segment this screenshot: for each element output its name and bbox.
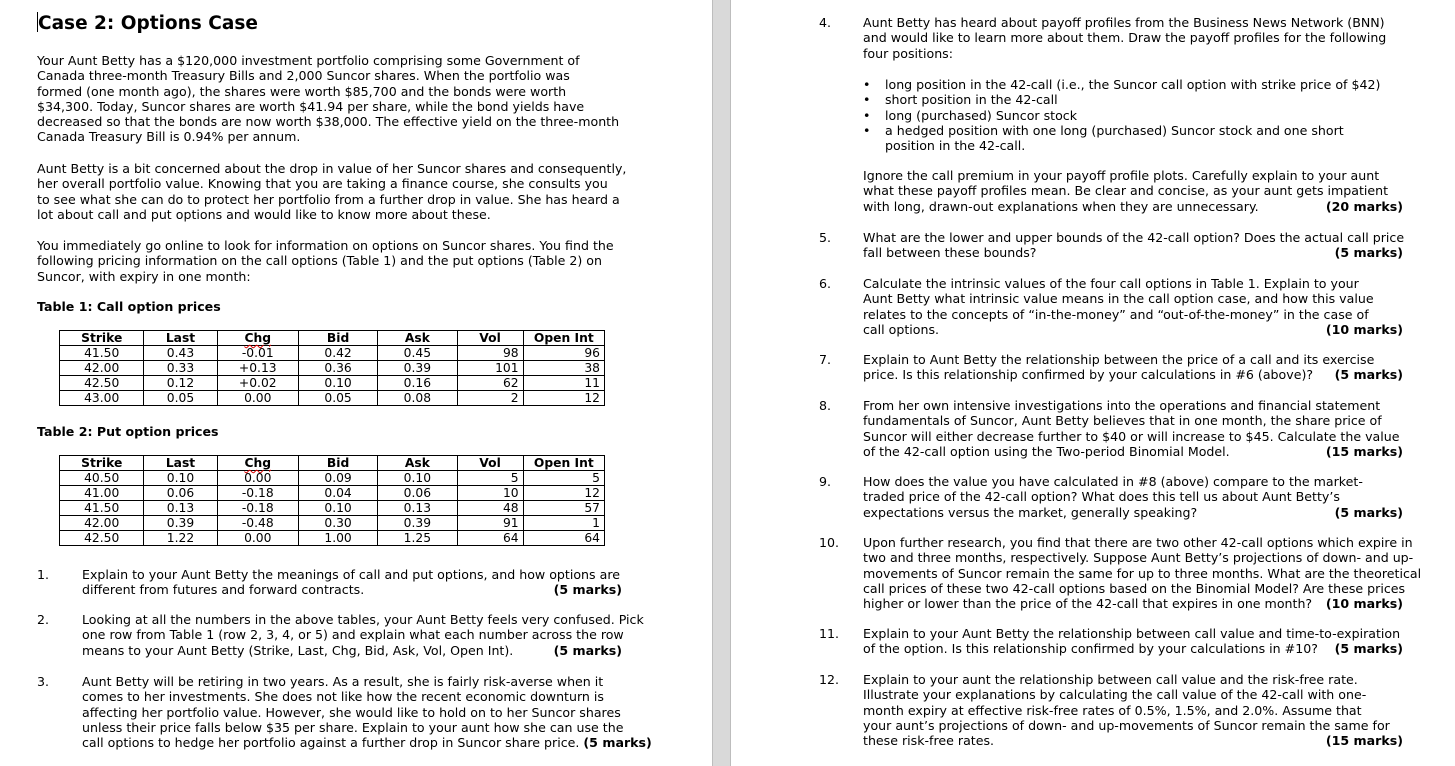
cell-chg: -0.48 [217,516,298,531]
question-line-text: price. Is this relationship confirmed by your calculations in #6 (above)? [863,367,1314,383]
question-line: Looking at all the numbers in the above tables, your Aunt Betty feels very confused. Pick [82,612,644,627]
question-3 [82,674,652,751]
question-number: 4. [819,15,832,30]
marks-label: (10 marks) [1325,321,1403,337]
list-item-text: short position in the 42-call [885,92,1058,108]
cell-strike: 43.00 [60,391,144,406]
question-line: and would like to learn more about them. Draw the payoff profiles for the following [863,30,1387,46]
question-line: comes to her investments. She does not like how the recent economic downturn is [82,689,604,705]
question-line [863,641,1403,656]
intro-line: $34,300. Today, Suncor shares are worth $41.94 per share, while the bond yields have [37,98,585,114]
question-line: traded price of the 42-call option? What does this tell us about Aunt Betty’s [863,489,1340,505]
cell-ask: 0.08 [378,391,457,406]
cell-bid: 0.10 [298,376,377,391]
concern-line: her overall portfolio value. Knowing that you are taking a finance course, she consults you [37,176,608,192]
marks-label: (5 marks) [1334,367,1403,383]
question-line-text: these risk-free rates. [863,733,995,749]
cell-chg: 0.00 [217,531,298,546]
online-line: Suncor, with expiry in one month: [37,268,251,284]
cell-ask: 0.10 [378,471,457,486]
question-line-text: call options. [863,321,940,337]
table-row [60,531,605,546]
cell-vol: 5 [457,471,523,486]
question-number: 3. [37,674,50,689]
concern-line: Aunt Betty is a bit concerned about the drop in value of her Suncor shares and consequently, [37,161,627,176]
question-line [863,245,1403,260]
question-line: Ignore the call premium in your payoff profile plots. Carefully explain to your aunt [863,168,1380,183]
col-bid: Bid [298,456,377,471]
cell-bid: 0.36 [298,361,377,376]
intro-line: formed (one month ago), the shares were worth $85,700 and the bonds were worth [37,83,567,99]
cell-ask: 0.39 [378,516,457,531]
question-line-text: means to your Aunt Betty (Strike, Last, Chg, Bid, Ask, Vol, Open Int). [82,642,514,658]
question-number: 1. [37,567,50,582]
question-line [863,199,1403,214]
cell-open-int: 38 [523,361,604,376]
cell-bid: 0.09 [298,471,377,486]
question-line [863,596,1403,611]
table-row [60,346,605,361]
cell-last: 0.39 [144,516,217,531]
question-line: relates to the concepts of “in-the-money” and “out-of-the-money” in the case of [863,306,1369,322]
left-page [0,0,712,766]
cell-vol: 2 [457,391,523,406]
case-title: Case 2: Options Case [38,13,258,34]
cell-vol: 101 [457,361,523,376]
question-line: Upon further research, you find that there are two other 42-call options which expire in [863,535,1413,550]
page-gutter [712,0,731,766]
list-item-text: long position in the 42-call (i.e., the Suncor call option with strike price of $42) [885,77,1381,92]
cell-last: 0.43 [144,346,217,361]
question-line-text: different from futures and forward contracts. [82,582,365,598]
table-row [60,361,605,376]
intro-line: decreased so that the bonds are now worth $38,000. The effective yield on the three-month [37,114,620,130]
cell-ask: 0.13 [378,501,457,516]
question-line-text: expectations versus the market, generally speaking? [863,504,1198,520]
list-item-text: position in the 42-call. [885,138,1026,154]
question-line [863,322,1403,337]
bullet-icon: • [863,107,871,123]
question-line: unless their price falls below $35 per share. Explain to your aunt how she can use the [82,719,624,735]
cell-strike: 42.50 [60,531,144,546]
question-line: Aunt Betty what intrinsic value means in the call option case, and how this value [863,291,1374,307]
question-11 [863,626,1403,657]
question-line: four positions: [863,45,953,61]
cell-strike: 41.50 [60,346,144,361]
cell-ask: 0.16 [378,376,457,391]
cell-ask: 0.06 [378,486,457,501]
list-item-text: long (purchased) Suncor stock [885,107,1078,123]
bullet-icon: • [863,92,871,108]
marks-label: (15 marks) [1325,733,1403,749]
question-line [82,643,622,658]
table-header-row [60,456,605,471]
col-vol: Vol [457,331,523,346]
list-item [863,108,1380,123]
question-line-text: of the 42-call option using the Two-period Binomial Model. [863,443,1230,459]
cell-bid: 0.04 [298,486,377,501]
table-row [60,391,605,406]
marks-label: (5 marks) [1334,245,1403,261]
question-1 [82,567,622,598]
marks-label: (5 marks) [583,735,652,751]
bullet-icon: • [863,122,871,138]
cell-strike: 42.00 [60,361,144,376]
cell-bid: 0.30 [298,516,377,531]
cell-open-int: 11 [523,376,604,391]
cell-bid: 0.42 [298,346,377,361]
cell-open-int: 96 [523,346,604,361]
cell-last: 1.22 [144,531,217,546]
cell-vol: 64 [457,531,523,546]
question-line: your aunt’s projections of down- and up-movements of Suncor remain the same for [863,717,1390,733]
col-ask: Ask [378,456,457,471]
cell-last: 0.06 [144,486,217,501]
marks-label: (5 marks) [553,582,622,598]
list-item [863,123,1380,154]
intro-paragraph [37,53,619,145]
question-line: Explain to your Aunt Betty the relationship between call value and time-to-expiration [863,626,1401,641]
cell-open-int: 12 [523,486,604,501]
question-line-text: fall between these bounds? [863,245,1037,261]
question-line-text: with long, drawn-out explanations when they are unnecessary. [863,198,1259,214]
question-line-text: call options to hedge her portfolio against a further drop in Suncor share price. [82,735,580,751]
online-line: You immediately go online to look for information on options on Suncor shares. You find the [37,238,614,253]
question-line: Suncor will either decrease further to $40 or will increase to $45. Calculate the value [863,428,1400,444]
question-line [863,367,1403,382]
cell-chg: +0.13 [217,361,298,376]
cell-vol: 98 [457,346,523,361]
question-line: Explain to your Aunt Betty the meanings of call and put options, and how options are [82,567,620,582]
question-line: Explain to Aunt Betty the relationship between the price of a call and its exercise [863,352,1375,367]
cell-strike: 41.00 [60,486,144,501]
cell-chg: +0.02 [217,376,298,391]
cell-chg: -0.18 [217,501,298,516]
cell-ask: 1.25 [378,531,457,546]
cell-chg: -0.01 [217,346,298,361]
question-line: fundamentals of Suncor, Aunt Betty believes that in one month, the share price of [863,413,1382,429]
cell-last: 0.05 [144,391,217,406]
cell-last: 0.12 [144,376,217,391]
cell-ask: 0.39 [378,361,457,376]
cell-strike: 42.50 [60,376,144,391]
cell-strike: 41.50 [60,501,144,516]
question-9 [863,474,1403,520]
intro-line: Canada Treasury Bill is 0.94% per annum. [37,129,301,145]
question-line: one row from Table 1 (row 2, 3, 4, or 5) and explain what each number across the row [82,627,624,643]
cell-chg: 0.00 [217,471,298,486]
col-chg: Chg [217,456,298,471]
question-line: Aunt Betty has heard about payoff profiles from the Business News Network (BNN) [863,15,1385,30]
question-line: How does the value you have calculated in #8 (above) compare to the market- [863,474,1363,489]
question-line: call prices of these two 42-call options based on the Binomial Model? Are these prices [863,580,1406,596]
question-12 [863,672,1403,748]
col-vol: Vol [457,456,523,471]
put-options-table [59,455,605,546]
cell-chg: 0.00 [217,391,298,406]
table-row [60,486,605,501]
table-row [60,376,605,391]
call-options-table [59,330,605,406]
col-chg: Chg [217,331,298,346]
cell-last: 0.33 [144,361,217,376]
col-last: Last [144,456,217,471]
concern-line: to see what she can do to protect her portfolio from a further drop in value. She has heard a [37,191,620,207]
question-number: 10. [819,535,840,550]
question-line: What are the lower and upper bounds of the 42-call option? Does the actual call price [863,230,1405,245]
table-row [60,516,605,531]
question-line: affecting her portfolio value. However, she would like to hold on to her Suncor shares [82,704,621,720]
table1-caption: Table 1: Call option prices [37,299,221,314]
cell-last: 0.13 [144,501,217,516]
question-line: month expiry at effective risk-free rates of 0.5%, 1.5%, and 2.0%. Assume that [863,702,1362,718]
list-item-text: a hedged position with one long (purchased) Suncor stock and one short [885,122,1344,138]
marks-label: (5 marks) [553,642,622,658]
cell-last: 0.10 [144,471,217,486]
question-line [863,733,1403,748]
question-line: Calculate the intrinsic values of the four call options in Table 1. Explain to your [863,276,1359,291]
question-line-text: of the option. Is this relationship confirmed by your calculations in #10? [863,641,1318,657]
concern-line: lot about call and put options and would like to know more about these. [37,206,491,222]
concern-paragraph [37,161,626,222]
question-number: 11. [819,626,840,641]
marks-label: (10 marks) [1325,596,1403,612]
col-strike: Strike [60,331,144,346]
marks-label: (20 marks) [1325,198,1403,214]
cell-bid: 0.05 [298,391,377,406]
marks-label: (15 marks) [1325,443,1403,459]
cell-bid: 0.10 [298,501,377,516]
question-6 [863,276,1403,337]
question-number: 6. [819,276,832,291]
question-7 [863,352,1403,383]
question-4 [863,15,1408,61]
question-number: 12. [819,672,840,687]
cell-strike: 42.00 [60,516,144,531]
question-4-instructions [863,168,1403,214]
table-header-row [60,331,605,346]
cell-ask: 0.45 [378,346,457,361]
question-2 [82,612,644,658]
question-line: two and three months, respectively. Suppose Aunt Betty’s projections of down- and up- [863,550,1414,566]
cell-open-int: 12 [523,391,604,406]
cell-vol: 91 [457,516,523,531]
bullet-icon: • [863,77,871,92]
cell-chg: -0.18 [217,486,298,501]
cell-open-int: 57 [523,501,604,516]
question-10 [863,535,1422,612]
cell-open-int: 5 [523,471,604,486]
question-number: 9. [819,474,832,489]
question-line: Aunt Betty will be retiring in two years. As a result, she is fairly risk-averse when it [82,674,604,689]
question-8 [863,398,1403,459]
question-line-text: higher or lower than the price of the 42-call that expires in one month? [863,596,1313,612]
cell-vol: 62 [457,376,523,391]
intro-line: Your Aunt Betty has a $120,000 investment portfolio comprising some Government of [37,53,580,68]
col-strike: Strike [60,456,144,471]
question-number: 7. [819,352,832,367]
question-number: 2. [37,612,50,627]
cell-open-int: 1 [523,516,604,531]
question-line [863,444,1403,459]
question-line: what these payoff profiles mean. Be clear and concise, as your aunt gets impatient [863,183,1389,199]
question-5 [863,230,1403,261]
cell-bid: 1.00 [298,531,377,546]
col-open-int: Open Int [523,456,604,471]
question-line [82,735,652,751]
marks-label: (5 marks) [1334,504,1403,520]
col-last: Last [144,331,217,346]
table-row [60,501,605,516]
col-open-int: Open Int [523,331,604,346]
table2-caption: Table 2: Put option prices [37,424,219,439]
question-number: 8. [819,398,832,413]
cell-strike: 40.50 [60,471,144,486]
question-line: Explain to your aunt the relationship between call value and the risk-free rate. [863,672,1358,687]
cell-vol: 48 [457,501,523,516]
list-item [863,77,1380,92]
online-line: following pricing information on the call options (Table 1) and the put options (Table 2) on [37,253,602,269]
question-line [82,582,622,597]
right-page [731,0,1455,766]
col-bid: Bid [298,331,377,346]
question-number: 5. [819,230,832,245]
question-line: From her own intensive investigations into the operations and financial statement [863,398,1381,413]
question-line [863,505,1403,520]
cell-vol: 10 [457,486,523,501]
online-paragraph [37,238,614,284]
marks-label: (5 marks) [1334,641,1403,657]
col-ask: Ask [378,331,457,346]
table-row [60,471,605,486]
positions-list [863,77,1380,153]
question-line: movements of Suncor remain the same for up to three months. What are the theoretical [863,565,1422,581]
list-item [863,92,1380,107]
cell-open-int: 64 [523,531,604,546]
intro-line: Canada three-month Treasury Bills and 2,000 Suncor shares. When the portfolio was [37,68,570,84]
question-line: Illustrate your explanations by calculating the call value of the 42-call with one- [863,687,1367,703]
